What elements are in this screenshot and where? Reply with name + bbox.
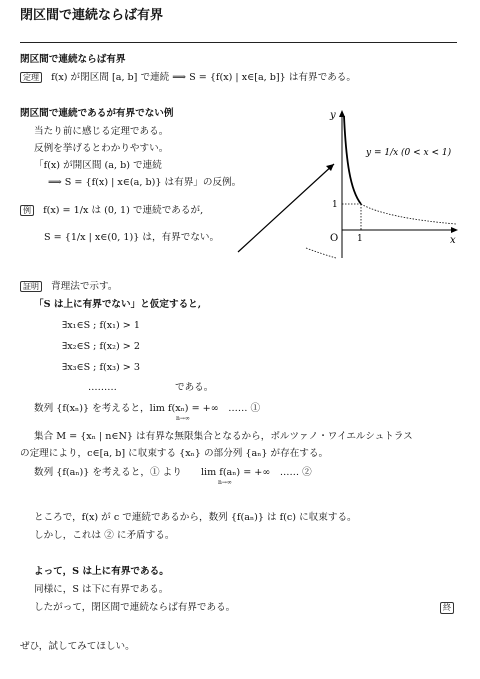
x-axis-arrow (451, 227, 458, 233)
curve-label: y = 1/x (0 < x < 1) (366, 148, 452, 158)
theorem-line (20, 72, 356, 84)
example-set: S = {1/x | x∈(0, 1)} は，有界でない。 (44, 232, 220, 243)
proof-eq-2: 数列 {f(aₙ)} を考えると，① より lim f(aₙ) = +∞ …… ② (34, 467, 312, 478)
proof-end-mark: 終 (440, 602, 454, 614)
footer-note: ぜひ，試してみてほしい。 (20, 641, 135, 652)
theorem-heading: 閉区間で連続ならば有界 (20, 54, 126, 65)
proof-intro-line (20, 281, 117, 293)
proof-concl-2: 同様に，S は下に有界である。 (34, 584, 169, 595)
proof-assume: 「S は上に有界でない」と仮定すると, (34, 299, 202, 310)
y-axis-arrow (339, 110, 345, 117)
counter-heading: 閉区間で連続であるが有界でない例 (20, 108, 174, 119)
proof-eq-2-limsub: n→∞ (218, 479, 232, 486)
origin-label: O (330, 233, 339, 244)
counter-line-4: ⟹ S = {f(x) | x∈(a, b)} は有界」の反例。 (48, 177, 242, 188)
example-tag: 例 (20, 205, 34, 216)
y-axis-label: y (330, 110, 336, 121)
curve-negative-branch (306, 248, 336, 258)
proof-dots: ……… (88, 382, 117, 393)
proof-cont-1: ところで，f(x) が c で連続であるから，数列 {f(aₙ)} は f(c) に収束する。 (34, 512, 357, 523)
proof-cont-2: しかし，これは ② に矛盾する。 (34, 530, 175, 541)
proof-dots-tail: である。 (175, 382, 214, 393)
proof-bw-1: 集合 M = {xₙ | n∈N} は有界な無限集合となるから，ボルツァノ・ワイエルシュトラス (34, 431, 413, 442)
example-line (20, 205, 203, 217)
proof-eq-1-limsub: n→∞ (176, 415, 190, 422)
theorem-statement: f(x) が閉区間 [a, b] で連続 ⟹ S = {f(x) | x∈[a, b]} は有界である。 (51, 72, 356, 83)
page-title: 閉区間で連続ならば有界 (20, 8, 164, 23)
proof-seq-2: ∃x₂∈S ; f(x₂) > 2 (62, 341, 141, 352)
example-statement: f(x) = 1/x は (0, 1) で連続であるが, (43, 205, 204, 216)
proof-tag: 証明 (20, 281, 42, 292)
counter-line-3: 「f(x) が開区間 (a, b) で連続 (34, 160, 162, 171)
proof-concl-3: したがって，閉区間で連続ならば有界である。 (34, 602, 236, 613)
pointer-arrow-line (238, 164, 334, 252)
curve-dotted-continuation (361, 204, 456, 224)
proof-bw-2: の定理により，c∈[a, b] に収束する {xₙ} の部分列 {aₙ} が存在する。 (20, 448, 329, 459)
proof-eq-1: 数列 {f(xₙ)} を考えると，lim f(xₙ) = +∞ …… ① (34, 403, 261, 414)
proof-intro: 背理法で示す。 (51, 281, 118, 292)
counter-line-1: 当たり前に感じる定理である。 (34, 126, 169, 137)
tick-y-1: 1 (332, 200, 338, 210)
graph-1-over-x (236, 100, 464, 260)
title-divider (20, 42, 457, 43)
proof-seq-1: ∃x₁∈S ; f(x₁) > 1 (62, 320, 141, 331)
x-axis-label: x (450, 235, 456, 246)
proof-seq-3: ∃x₃∈S ; f(x₃) > 3 (62, 362, 141, 373)
theorem-tag: 定理 (20, 72, 42, 83)
curve-solid (344, 116, 361, 204)
proof-concl-1: よって，S は上に有界である。 (34, 566, 169, 577)
tick-x-1: 1 (357, 234, 363, 244)
counter-line-2: 反例を挙げるとわかりやすい。 (34, 143, 169, 154)
